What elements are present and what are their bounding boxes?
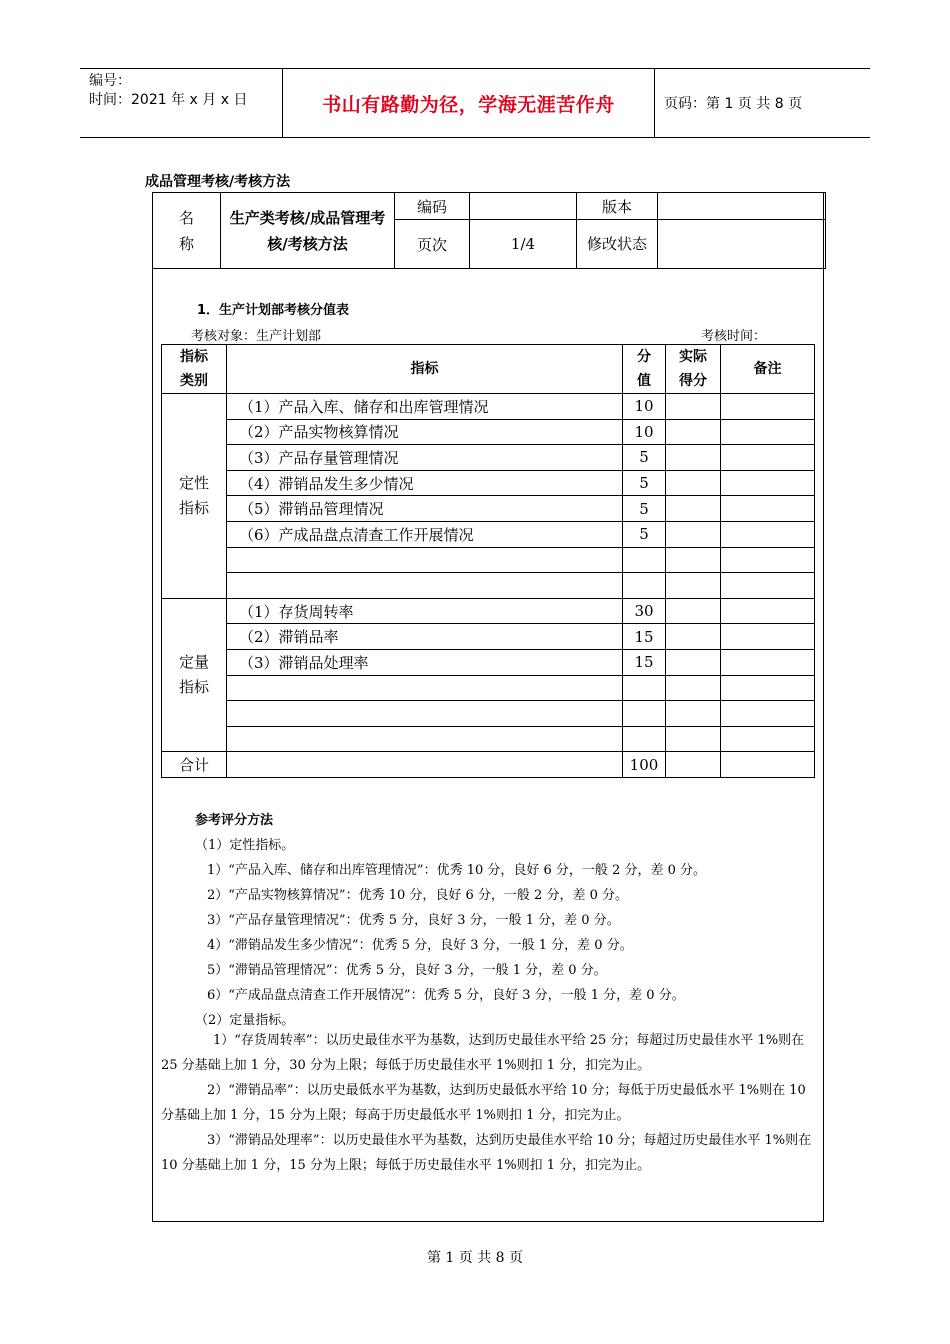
table-row xyxy=(162,470,815,496)
indicator-score: 5 xyxy=(623,521,666,547)
total-indicator-cell xyxy=(227,752,623,778)
remarks-cell[interactable] xyxy=(721,394,815,420)
indicator-name: （3）产品存量管理情况 xyxy=(227,445,623,471)
name-value: 生产类考核/成品管理考核/考核方法 xyxy=(221,193,395,269)
remarks-cell[interactable] xyxy=(721,649,815,675)
indicator-name xyxy=(227,726,623,752)
version-value xyxy=(658,193,826,220)
table-row xyxy=(162,598,815,624)
indicator-name xyxy=(227,675,623,701)
info-table xyxy=(152,192,826,269)
table-row xyxy=(162,701,815,727)
total-row xyxy=(162,752,815,778)
actual-score-cell[interactable] xyxy=(666,445,721,471)
quantitative-item: 2）“滞销品率”：以历史最低水平为基数，达到历史最低水平给 10 分；每低于历史最低水平 1%则在 10 分基础上加 1 分，15 分为上限；每高于历史最低水平 1%则扣 1 分，扣完为止。 xyxy=(161,1083,806,1123)
header-motto-cell xyxy=(283,69,655,137)
actual-score-cell[interactable] xyxy=(666,496,721,522)
indicator-name: （2）滞销品率 xyxy=(227,624,623,650)
header-category: 指标类别 xyxy=(162,345,227,394)
name-label-cell xyxy=(153,193,221,269)
page-label: 页次 xyxy=(395,220,470,269)
revision-label: 修改状态 xyxy=(577,220,658,269)
version-label: 版本 xyxy=(577,193,658,220)
qualitative-item: 1）“产品入库、储存和出库管理情况”：优秀 10 分，良好 6 分，一般 2 分，差 0 分。 xyxy=(207,863,706,878)
quantitative-item: 1）“存货周转率”：以历史最佳水平为基数，达到历史最佳水平给 25 分；每超过历史最佳水平 1%则在 25 分基础上加 1 分，30 分为上限；每低于历史最佳水平 1%则扣 1 分，扣完为止。 xyxy=(161,1033,805,1073)
quantitative-heading: （2）定量指标。 xyxy=(195,1013,295,1028)
indicator-score xyxy=(623,701,666,727)
indicator-name: （3）滞销品处理率 xyxy=(227,649,623,675)
remarks-cell[interactable] xyxy=(721,701,815,727)
indicator-score xyxy=(623,573,666,599)
qualitative-item: 4）“滞销品发生多少情况”：优秀 5 分，良好 3 分，一般 1 分，差 0 分。 xyxy=(207,938,633,953)
indicator-score: 5 xyxy=(623,470,666,496)
indicator-score: 15 xyxy=(623,624,666,650)
header-meta xyxy=(80,69,283,137)
total-label: 合计 xyxy=(162,752,227,778)
remarks-cell[interactable] xyxy=(721,624,815,650)
indicator-name xyxy=(227,547,623,573)
qualitative-item: 2）“产品实物核算情况”：优秀 10 分，良好 6 分，一般 2 分，差 0 分。 xyxy=(207,888,628,903)
indicator-name: （6）产成品盘点清查工作开展情况 xyxy=(227,521,623,547)
table-row xyxy=(162,521,815,547)
header-actual: 实际得分 xyxy=(666,345,721,394)
document-frame xyxy=(152,192,824,1222)
header-page-code: 页码：第 1 页 共 8 页 xyxy=(664,96,803,112)
indicator-name: （2）产品实物核算情况 xyxy=(227,419,623,445)
name-label: 名称 xyxy=(178,208,194,253)
table-row xyxy=(162,445,815,471)
table-row xyxy=(162,624,815,650)
remarks-cell[interactable] xyxy=(721,598,815,624)
table-row xyxy=(162,496,815,522)
remarks-cell[interactable] xyxy=(721,547,815,573)
indicator-score: 10 xyxy=(623,419,666,445)
header-remarks: 备注 xyxy=(721,345,815,394)
indicator-score: 5 xyxy=(623,496,666,522)
actual-score-cell[interactable] xyxy=(666,752,721,778)
document-title: 成品管理考核/考核方法 xyxy=(145,174,291,190)
table-row xyxy=(162,649,815,675)
table-row xyxy=(162,675,815,701)
table-row xyxy=(162,573,815,599)
qualitative-item: 6）“产成品盘点清查工作开展情况”：优秀 5 分，良好 3 分，一般 1 分，差 0 分。 xyxy=(207,988,685,1003)
header-number: 编号： xyxy=(89,73,131,89)
remarks-cell[interactable] xyxy=(721,726,815,752)
remarks-cell[interactable] xyxy=(721,445,815,471)
indicator-score xyxy=(623,675,666,701)
quantitative-item: 3）“滞销品处理率”：以历史最佳水平为基数，达到历史最佳水平给 10 分；每超过历史最佳水平 1%则在 10 分基础上加 1 分，15 分为上限；每低于历史最佳水平 1%则扣 1 分，扣完为止。 xyxy=(161,1133,812,1173)
actual-score-cell[interactable] xyxy=(666,419,721,445)
total-score: 100 xyxy=(623,752,666,778)
category-qualitative: 定性指标 xyxy=(162,394,227,599)
indicator-name xyxy=(227,701,623,727)
page-footer: 第 1 页 共 8 页 xyxy=(426,1250,524,1266)
table-row xyxy=(162,726,815,752)
method-title: 参考评分方法 xyxy=(195,813,274,828)
indicator-score xyxy=(623,726,666,752)
table-row xyxy=(162,419,815,445)
actual-score-cell[interactable] xyxy=(666,573,721,599)
actual-score-cell[interactable] xyxy=(666,470,721,496)
category-quantitative: 定量指标 xyxy=(162,598,227,752)
indicator-name: （4）滞销品发生多少情况 xyxy=(227,470,623,496)
remarks-cell[interactable] xyxy=(721,675,815,701)
table-row xyxy=(162,547,815,573)
header-score: 分值 xyxy=(623,345,666,394)
actual-score-cell[interactable] xyxy=(666,521,721,547)
remarks-cell[interactable] xyxy=(721,521,815,547)
indicator-name xyxy=(227,573,623,599)
section-title: 1．生产计划部考核分值表 xyxy=(197,303,350,318)
page-header xyxy=(80,68,870,138)
indicator-name: （1）产品入库、储存和出库管理情况 xyxy=(227,394,623,420)
remarks-cell[interactable] xyxy=(721,496,815,522)
indicator-score: 15 xyxy=(623,649,666,675)
indicator-score xyxy=(623,547,666,573)
indicator-name: （5）滞销品管理情况 xyxy=(227,496,623,522)
qualitative-item: 5）“滞销品管理情况”：优秀 5 分，良好 3 分，一般 1 分，差 0 分。 xyxy=(207,963,607,978)
remarks-cell[interactable] xyxy=(721,470,815,496)
qualitative-heading: （1）定性指标。 xyxy=(195,838,295,853)
actual-score-cell[interactable] xyxy=(666,675,721,701)
page-value: 1/4 xyxy=(470,220,577,269)
indicator-name: （1）存货周转率 xyxy=(227,598,623,624)
actual-score-cell[interactable] xyxy=(666,547,721,573)
assessment-time: 考核时间： xyxy=(701,329,767,344)
actual-score-cell[interactable] xyxy=(666,624,721,650)
assessment-target: 考核对象：生产计划部 xyxy=(191,329,322,344)
remarks-cell[interactable] xyxy=(721,573,815,599)
header-motto: 书山有路勤为径，学海无涯苦作舟 xyxy=(322,93,615,116)
indicator-score: 5 xyxy=(623,445,666,471)
code-value xyxy=(470,193,577,220)
indicator-score: 30 xyxy=(623,598,666,624)
qualitative-item: 3）“产品存量管理情况”：优秀 5 分，良好 3 分，一般 1 分，差 0 分。 xyxy=(207,913,620,928)
actual-score-cell[interactable] xyxy=(666,394,721,420)
actual-score-cell[interactable] xyxy=(666,598,721,624)
header-time: 时间：2021 年 x 月 x 日 xyxy=(89,92,248,108)
indicator-score: 10 xyxy=(623,394,666,420)
revision-value xyxy=(658,220,826,269)
table-row xyxy=(162,394,815,420)
actual-score-cell[interactable] xyxy=(666,649,721,675)
remarks-cell[interactable] xyxy=(721,752,815,778)
actual-score-cell[interactable] xyxy=(666,701,721,727)
code-label: 编码 xyxy=(395,193,470,220)
score-table xyxy=(161,344,815,778)
remarks-cell[interactable] xyxy=(721,419,815,445)
actual-score-cell[interactable] xyxy=(666,726,721,752)
header-indicator: 指标 xyxy=(227,345,623,394)
